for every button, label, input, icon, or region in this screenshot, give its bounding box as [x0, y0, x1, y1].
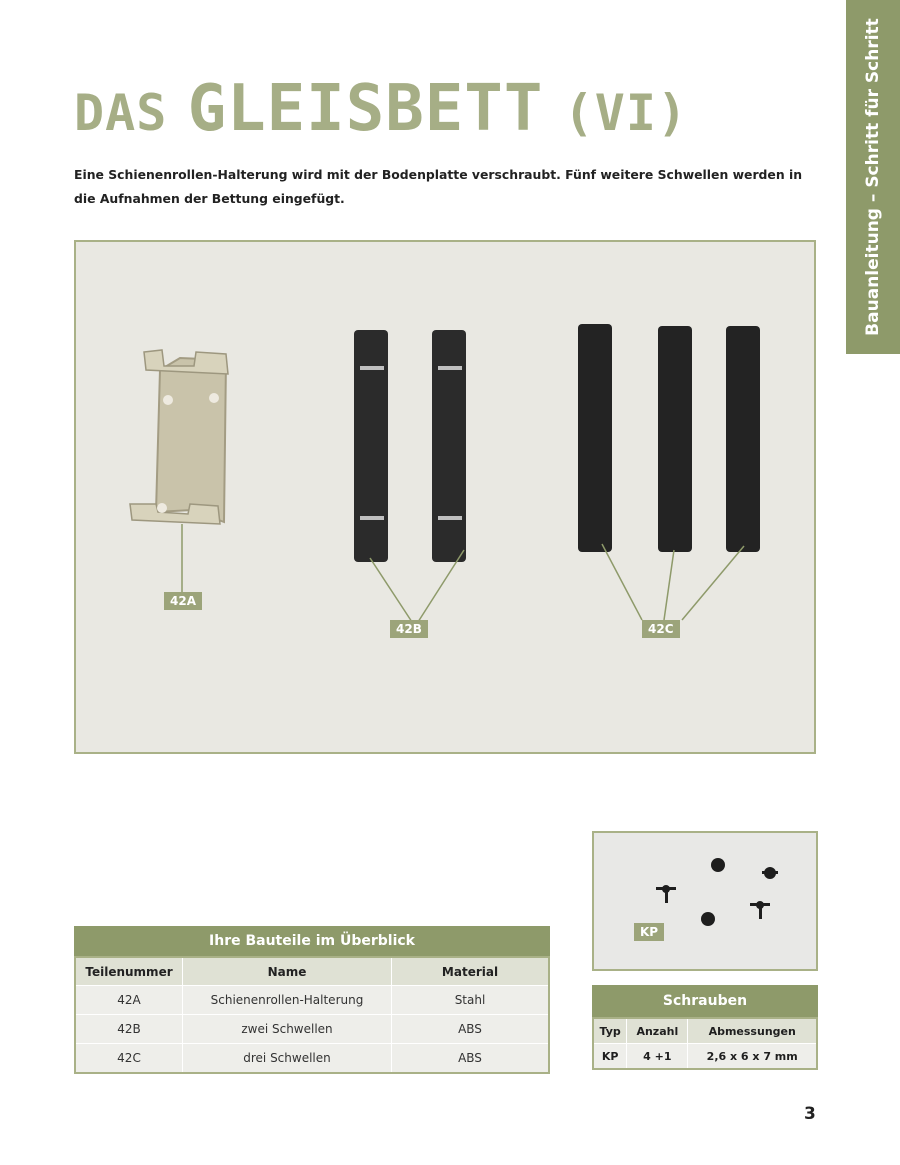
- cell-part-name: drei Schwellen: [183, 1044, 392, 1074]
- page-title: [74, 72, 688, 146]
- header-teilenummer: Teilenummer: [75, 957, 183, 986]
- cell-part-number: 42B: [75, 1015, 183, 1044]
- title-prefix: DAS: [74, 84, 168, 142]
- title-suffix: (VI): [563, 84, 689, 142]
- parts-table: [74, 926, 550, 1074]
- screws-illustration: [594, 833, 816, 969]
- header-name: Name: [183, 957, 392, 986]
- cell-part-number: 42A: [75, 986, 183, 1015]
- side-tab-label: Bauanleitung – Schritt für Schritt: [863, 18, 883, 336]
- cell-material: Stahl: [392, 986, 550, 1015]
- label-42a: 42A: [164, 592, 202, 610]
- title-main: GLEISBETT: [187, 72, 544, 146]
- label-kp: KP: [634, 923, 664, 941]
- label-42c: 42C: [642, 620, 680, 638]
- header-abmessungen: Abmessungen: [688, 1018, 817, 1044]
- parts-photo: [74, 240, 816, 754]
- cell-anzahl: 4 +1: [627, 1044, 688, 1070]
- screws-photo: [592, 831, 818, 971]
- cell-material: ABS: [392, 1044, 550, 1074]
- screws-table-title: Schrauben: [592, 985, 818, 1017]
- parts-table-title: Ihre Bauteile im Überblick: [74, 926, 550, 956]
- header-anzahl: Anzahl: [627, 1018, 688, 1044]
- bracket-42a: [130, 350, 228, 592]
- sleepers-42b: [354, 330, 466, 622]
- cell-part-number: 42C: [75, 1044, 183, 1074]
- parts-illustration: [76, 242, 814, 752]
- sleepers-42c: [578, 324, 760, 620]
- header-material: Material: [392, 957, 550, 986]
- table-row: [593, 1044, 817, 1070]
- parts-table-header-row: [75, 957, 549, 986]
- cell-typ: KP: [593, 1044, 627, 1070]
- table-row: [75, 1044, 549, 1074]
- intro-text: Eine Schienenrollen-Halterung wird mit der Bodenplatte verschraubt. Fünf weitere Schwellen werden in die Aufnahmen der Bettung eingefügt.: [74, 167, 803, 206]
- label-42b: 42B: [390, 620, 428, 638]
- side-tab: [846, 0, 900, 354]
- cell-material: ABS: [392, 1015, 550, 1044]
- cell-abmessungen: 2,6 x 6 x 7 mm: [688, 1044, 817, 1070]
- table-row: [75, 1015, 549, 1044]
- cell-part-name: Schienenrollen-Halterung: [183, 986, 392, 1015]
- screws-table-header-row: [593, 1018, 817, 1044]
- screws-table: [592, 985, 818, 1070]
- table-row: [75, 986, 549, 1015]
- header-typ: Typ: [593, 1018, 627, 1044]
- page-number: 3: [804, 1104, 816, 1124]
- cell-part-name: zwei Schwellen: [183, 1015, 392, 1044]
